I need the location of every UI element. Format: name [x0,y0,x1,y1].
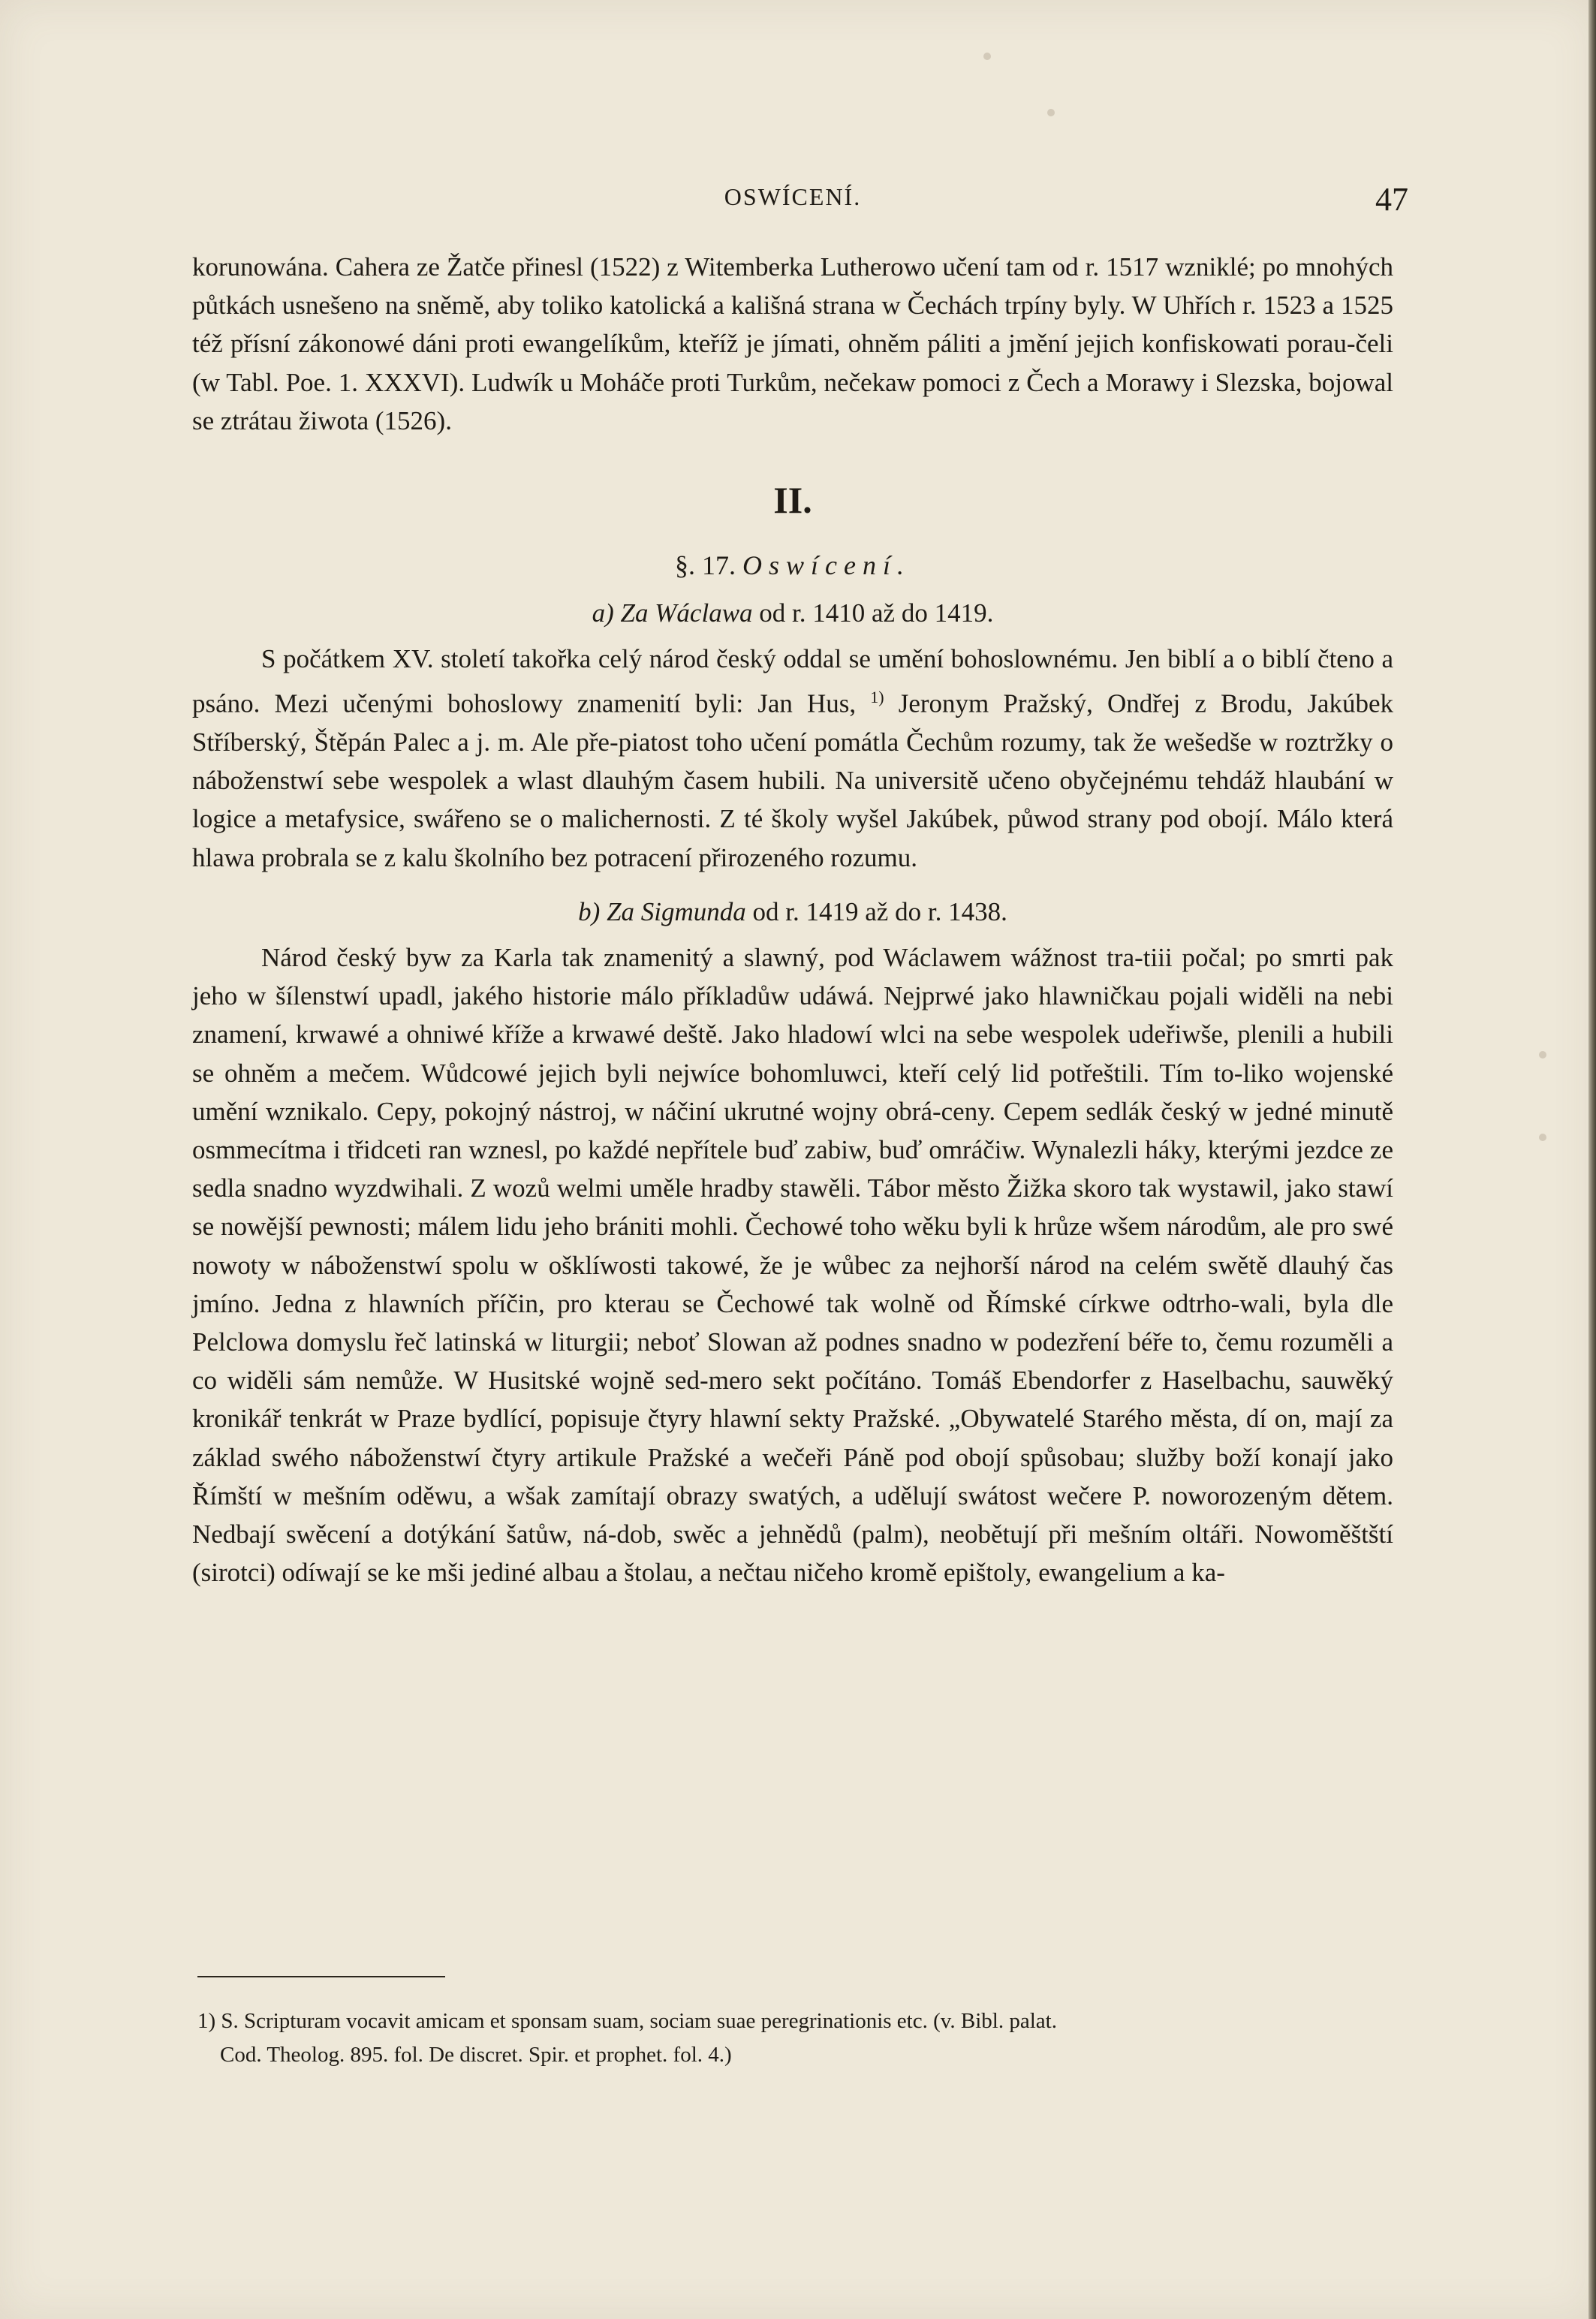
footnote-line-2: Cod. Theolog. 895. fol. De discret. Spir. et prophet. fol. 4.) [220,2043,732,2067]
intro-paragraph: korunowána. Cahera ze Žatče přinesl (1522) z Witemberka Lutherowo učení tam od r. 1517 wzniklé; po mnohých půtkách usnešeno na sněmě, aby toliko katolická a kališná strana w Čechách trpíny byly. W Uhřích r. 1523 a 1525 též přísní zákonowé dáni proti ewangelíkům, kteříž je jímati, ohněm páliti a jmění jejich konfiskowati porau-čeli (w Tabl. Poe. 1. XXXVI). Ludwík u Moháče proti Turkům, nečekaw pomoci z Čech a Morawy i Slezska, bojowal se ztrátau žiwota (1526). [192,252,1393,435]
paper-speck [1047,109,1055,116]
paper-speck [1539,1051,1546,1059]
paper-speck [1539,1134,1546,1141]
paragraph-a-text-2: Jeronym Pražský, Ondřej z Brodu, Jakúbek Stříberský, Štěpán Palec a j. m. Ale pře-piatost toho učení pomátla Čechům rozumy, tak že wešedše w roztržky o náboženstwí sebe wespolek a wlast dlauhým časem hubili. Na universitě učeno obyčejnému tehdáž hlaubání w logice a metafysice, swářeno se o malichernosti. Z té školy wyšel Jakúbek, půwod strany pod obojí. Málo která hlawa probrala se z kalu školního bez potracení přirozeného rozumu. [192,688,1394,872]
paper-speck [983,53,991,60]
page-number: 47 [1375,181,1408,218]
subheading-b-range: od r. 1419 až do r. 1438. [752,896,1007,926]
subheading-a [192,593,1393,634]
paragraph-a-text-1: S počátkem XV. století takořka celý národ český oddal se umění bohoslownému. Jen biblí a o biblí čteno a psáno. Mezi učenými bohoslowy znamenití byli: Jan Hus, [192,644,1393,718]
running-title: OSWÍCENÍ. [724,183,862,210]
footnote-mark: 1) [197,2009,216,2033]
footnote-line-1: S. Scripturam vocavit amicam et sponsam suam, sociam suae peregrinationis etc. (v. Bibl. palat. [221,2009,1057,2033]
subheading-a-prefix: a) Za Wáclawa [592,598,753,628]
paragraph-b: Národ český byw za Karla tak znamenitý a slawný, pod Wáclawem wážnost tra-tiii počal; po smrti pak jeho w šílenstwí upadl, jakého historie málo příkladůw udáwá. Nejprwé jako hlawničkau pojali widěli na nebi znamení, krwawé a ohniwé kříže a krwawé deště. Jako hladowí wlci na sebe wespolek udeřiwše, plenili a hubili se ohněm a mečem. Wůdcowé jejich byli nejwíce bohomluwci, kteří celý lid potřeštili. Tím to-liko wojenské umění wznikalo. Cepy, pokojný nástroj, w náčiní ukrutné wojny obrá-ceny. Cepem sedlák český w jedné minutě osmmecítma i třidceti ran wznesl, po každé nepřítele buď zabiw, buď omráčiw. Wynalezli háky, kterými jezdce ze sedla snadno wyzdwihali. Z wozů welmi uměle hradby stawěli. Tábor město Žižka skoro tak wystawil, jako stawí se nowější pewnosti; málem lidu jeho brániti mohli. Čechowé toho wěku byli k hrůze wšem národům, ale pro swé nowoty w náboženstwí spolu w ošklíwosti takowé, že je wůbec za nejhorší národ na celém swětě dlauhý čas jmíno. Jedna z hlawních příčin, pro kterau se Čechowé tak wolně od Římské církwe odtrho-wali, byla dle Pelclowa domyslu řeč latinská w liturgii; neboť Slowan až podnes snadno w podezření béře to, čemu rozuměli a co widěli sám nemůže. W Husitské wojně sed-mero sekt počítáno. Tomáš Ebendorfer z Haselbachu, sauwěký kronikář tenkrát w Praze bydlící, popisuje čtyry hlawní sekty Pražské. „Obywatelé Starého města, dí on, mají za základ swého náboženstwí čtyry artikule Pražské a wečeři Páně pod obojí spůsobau; služby boží konají jako Římští w mešním oděwu, a wšak zamítají obrazy swatých, a udělují swátost wečere P. noworozeným dětem. Nedbají swěcení a dotýkání šatůw, ná-dob, swěc a jehnědů (palm), neobětují při mešním oltáři. Nowoměštští (sirotci) odíwají se ke mši jediné albau a štolau, a nečtau ničeho kromě epištoly, ewangelium a ka- [192,942,1393,1588]
main-text [192,248,1393,1592]
paragraph-label: §. 17. [675,550,736,581]
paragraph-heading [192,545,1393,586]
subheading-b [192,892,1393,932]
subheading-b-prefix: b) Za Sigmunda [578,896,746,926]
footnote-rule [197,1976,445,1977]
page-edge-shadow [1588,0,1596,2319]
paragraph-title: Oswícení. [742,550,911,581]
running-head [192,174,1408,227]
footnote-reference: 1) [870,688,884,707]
paragraph-a [192,640,1393,877]
section-number: II. [773,479,812,522]
subheading-a-range: od r. 1410 až do 1419. [759,598,994,628]
footnote [197,2004,1393,2072]
